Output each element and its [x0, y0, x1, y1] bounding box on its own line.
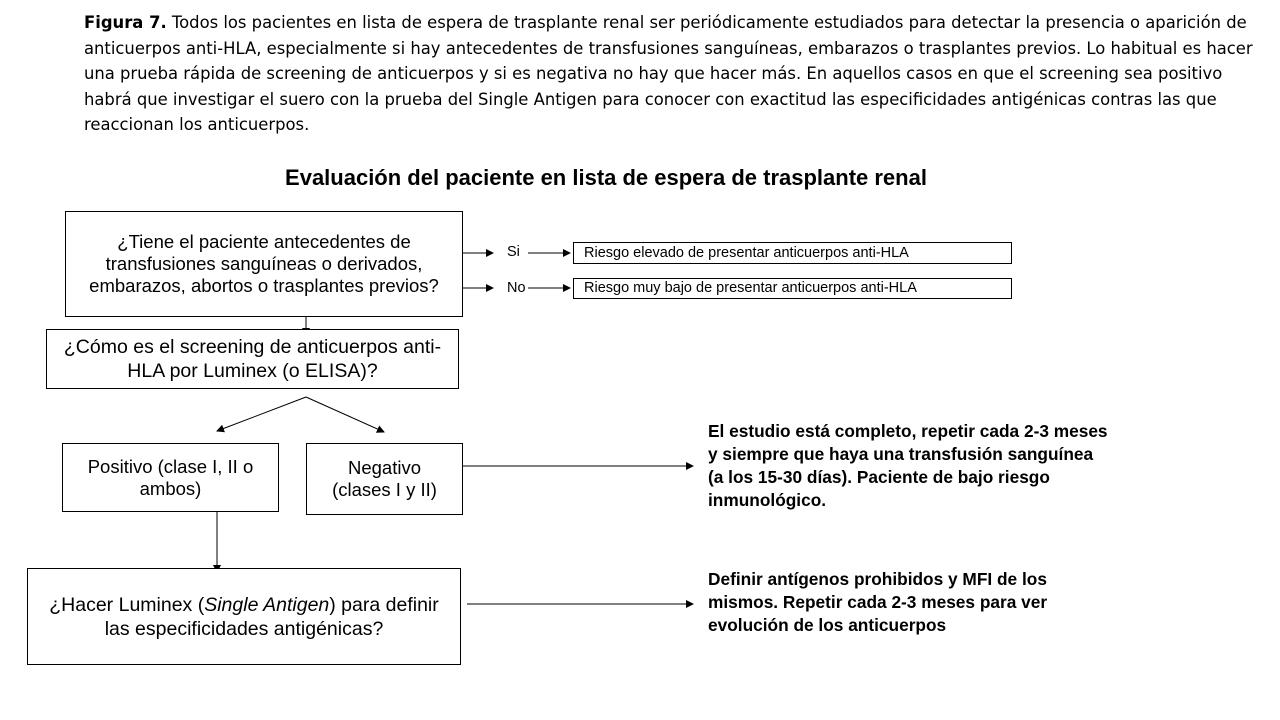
no-label: No — [507, 280, 526, 296]
low-risk-result-box — [573, 278, 1012, 299]
diagram-title: Evaluación del paciente en lista de espera de trasplante renal — [285, 165, 927, 190]
single-antigen-question-text — [42, 593, 446, 641]
single-antigen-question-suffix: ) para definir las especificidades antigénicas? — [104, 593, 439, 640]
luminex-note: Definir antígenos prohibidos y MFI de los mismos. Repetir cada 2-3 meses para ver evolución de los anticuerpos — [708, 569, 1048, 635]
low-risk-result-text: Riesgo muy bajo de presentar anticuerpos anti-HLA — [584, 280, 917, 296]
single-antigen-question-prefix: ¿Hacer Luminex ( — [49, 593, 205, 616]
high-risk-result-box — [573, 242, 1012, 264]
negative-box — [306, 443, 463, 515]
question-antecedentes-box — [65, 211, 463, 317]
negative-note: El estudio está completo, repetir cada 2-3 meses y siempre que haya una transfusión sanguínea (a los 15-30 días). Paciente de bajo riesgo inmunológico. — [708, 421, 1108, 510]
single-antigen-question-box — [27, 568, 461, 665]
caption-text: Todos los pacientes en lista de espera de trasplante renal ser periódicamente estudiados para detectar la presencia o aparición de anticuerpos anti-HLA, especialmente si hay antecedentes de transfusiones sanguíneas, embarazos o trasplantes previos. Lo habitual es hacer una prueba rápida de screening de anticuerpos y si es negativa no hay que hacer más. En aquellos casos en que el screening sea positivo habrá que investigar el suero con la prueba del Single Antigen para conocer con exactitud las especificidades antigénicas contras las que reaccionan los anticuerpos. — [84, 13, 1253, 134]
single-antigen-question-italic: Single Antigen — [204, 593, 330, 616]
screening-question-box — [46, 329, 459, 389]
screening-question-text: ¿Cómo es el screening de anticuerpos anti-HLA por Luminex (o ELISA)? — [63, 336, 442, 382]
yes-label: Si — [507, 244, 520, 260]
negative-text: Negativo (clases I y II) — [332, 457, 437, 500]
positive-text: Positivo (clase I, II o ambos) — [87, 455, 254, 499]
positive-box — [62, 443, 279, 512]
question-antecedentes-text: ¿Tiene el paciente antecedentes de transfusiones sanguíneas o derivados, embarazos, abortos o trasplantes previos? — [89, 231, 439, 296]
arrow-q2-to-negative — [306, 397, 384, 432]
high-risk-result-text: Riesgo elevado de presentar anticuerpos anti-HLA — [584, 244, 909, 261]
caption-label: Figura 7. — [84, 13, 167, 32]
arrow-q2-to-positive — [217, 397, 306, 431]
